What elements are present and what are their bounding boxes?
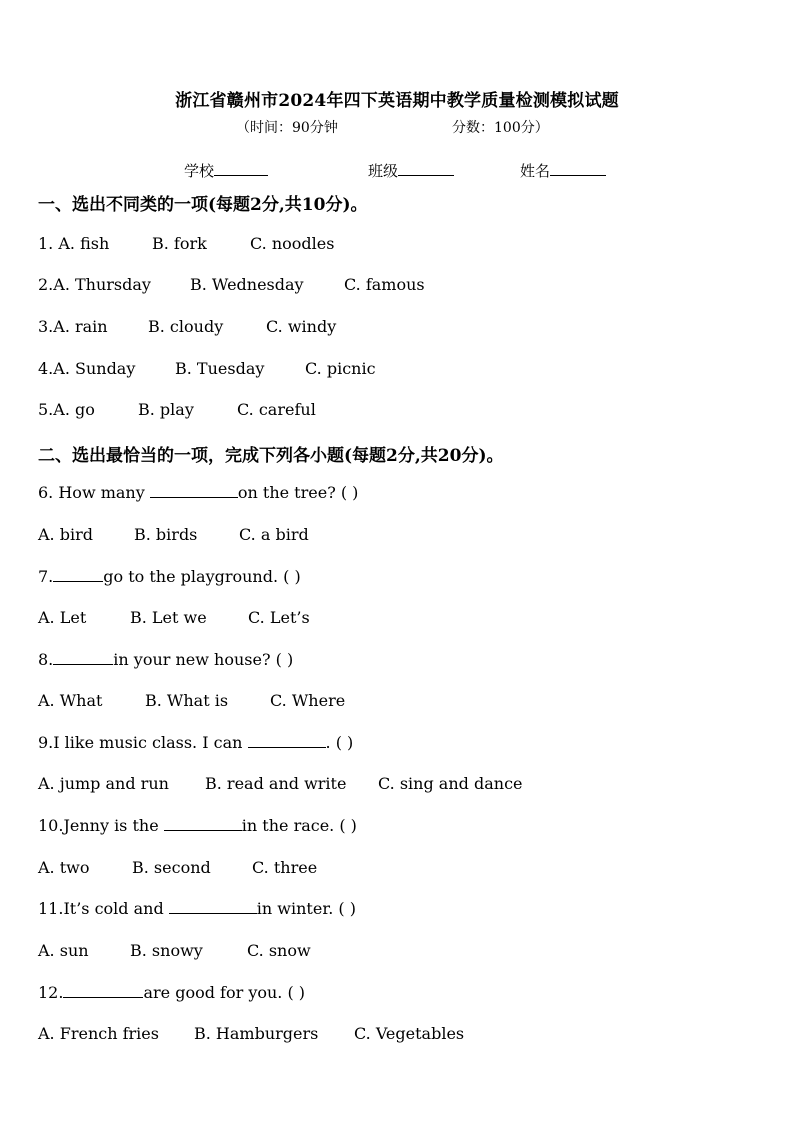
- q8-option-a: A. What: [38, 691, 103, 710]
- q12-option-a: A. French fries: [38, 1024, 159, 1043]
- q9-option-a: A. jump and run: [38, 774, 169, 793]
- q1-option-b: B. fork: [152, 234, 207, 253]
- q4-option-a: 4.A. Sunday: [38, 359, 136, 378]
- q12-option-c: C. Vegetables: [354, 1024, 465, 1043]
- q1-option-c: C. noodles: [250, 234, 335, 253]
- q2-option-a: 2.A. Thursday: [38, 275, 151, 294]
- q6-option-a: A. bird: [38, 525, 93, 544]
- exam-time: （时间：90分钟: [236, 120, 338, 136]
- question-11: [38, 899, 356, 918]
- q3-option-b: B. cloudy: [148, 317, 224, 336]
- q7-blank[interactable]: [53, 567, 103, 582]
- q8-option-c: C. Where: [270, 691, 346, 710]
- q6-stem-end: on the tree? ( ): [237, 483, 359, 502]
- q8-stem-start: 8.: [38, 650, 54, 669]
- q10-blank[interactable]: [164, 816, 242, 831]
- q7-stem-end: go to the playground. ( ): [103, 567, 301, 586]
- q4-option-c: C. picnic: [305, 359, 376, 378]
- q7-option-c: C. Let’s: [248, 608, 310, 627]
- name-field[interactable]: [520, 160, 606, 181]
- q9-option-c: C. sing and dance: [378, 774, 523, 793]
- exam-score: 分数：100分）: [452, 120, 549, 136]
- q7-option-b: B. Let we: [130, 608, 207, 627]
- q3-option-a: 3.A. rain: [38, 317, 108, 336]
- school-blank[interactable]: [214, 161, 268, 176]
- q11-option-b: B. snowy: [130, 941, 203, 960]
- class-field[interactable]: [368, 160, 454, 181]
- q9-option-b: B. read and write: [205, 774, 347, 793]
- question-6: [38, 483, 358, 502]
- q12-blank[interactable]: [63, 983, 143, 998]
- question-7: [38, 567, 301, 586]
- class-label: 班级: [368, 162, 399, 180]
- section-2-heading: 二、选出最恰当的一项，完成下列各小题(每题2分,共20分)。: [38, 446, 504, 466]
- question-8: [38, 650, 293, 669]
- q9-stem-start: 9.I like music class. I can: [38, 733, 248, 752]
- q11-stem-end: in winter. ( ): [256, 899, 356, 918]
- q6-stem-start: 6. How many: [38, 483, 150, 502]
- q10-stem-start: 10.Jenny is the: [38, 816, 164, 835]
- q10-stem-end: in the race. ( ): [241, 816, 357, 835]
- q2-option-c: C. famous: [344, 275, 425, 294]
- q7-option-a: A. Let: [38, 608, 87, 627]
- q5-option-c: C. careful: [237, 400, 316, 419]
- q8-option-b: B. What is: [145, 691, 229, 710]
- school-field[interactable]: [184, 160, 268, 181]
- q10-option-a: A. two: [38, 858, 90, 877]
- q10-option-c: C. three: [252, 858, 318, 877]
- q6-blank[interactable]: [150, 483, 238, 498]
- question-4: [38, 359, 135, 378]
- q6-option-b: B. birds: [134, 525, 198, 544]
- q12-stem-start: 12.: [38, 983, 64, 1002]
- class-blank[interactable]: [398, 161, 454, 176]
- q11-option-a: A. sun: [38, 941, 89, 960]
- q5-option-a: 5.A. go: [38, 400, 95, 419]
- question-12: [38, 983, 305, 1002]
- page-title: 浙江省赣州市2024年四下英语期中教学质量检测模拟试题: [175, 91, 619, 111]
- q10-option-b: B. second: [132, 858, 211, 877]
- q3-option-c: C. windy: [266, 317, 337, 336]
- q5-option-b: B. play: [138, 400, 194, 419]
- q7-stem-start: 7.: [38, 567, 54, 586]
- name-blank[interactable]: [550, 161, 606, 176]
- q8-blank[interactable]: [53, 650, 113, 665]
- q2-option-b: B. Wednesday: [190, 275, 304, 294]
- q11-stem-start: 11.It’s cold and: [38, 899, 169, 918]
- school-label: 学校: [184, 162, 215, 180]
- question-9: [38, 733, 353, 752]
- q1-option-a: 1. A. fish: [38, 234, 110, 253]
- q6-option-c: C. a bird: [239, 525, 309, 544]
- q11-option-c: C. snow: [247, 941, 311, 960]
- q9-blank[interactable]: [248, 733, 326, 748]
- question-3: [38, 317, 108, 336]
- q8-stem-end: in your new house? ( ): [113, 650, 294, 669]
- name-label: 姓名: [520, 162, 551, 180]
- q9-stem-end: . ( ): [325, 733, 354, 752]
- question-2: [38, 275, 151, 294]
- question-5: [38, 400, 95, 419]
- q4-option-b: B. Tuesday: [175, 359, 265, 378]
- q11-blank[interactable]: [169, 899, 257, 914]
- section-1-heading: 一、选出不同类的一项(每题2分,共10分)。: [38, 195, 368, 215]
- question-1: [38, 234, 109, 253]
- question-10: [38, 816, 357, 835]
- q12-stem-end: are good for you. ( ): [143, 983, 306, 1002]
- q12-option-b: B. Hamburgers: [194, 1024, 319, 1043]
